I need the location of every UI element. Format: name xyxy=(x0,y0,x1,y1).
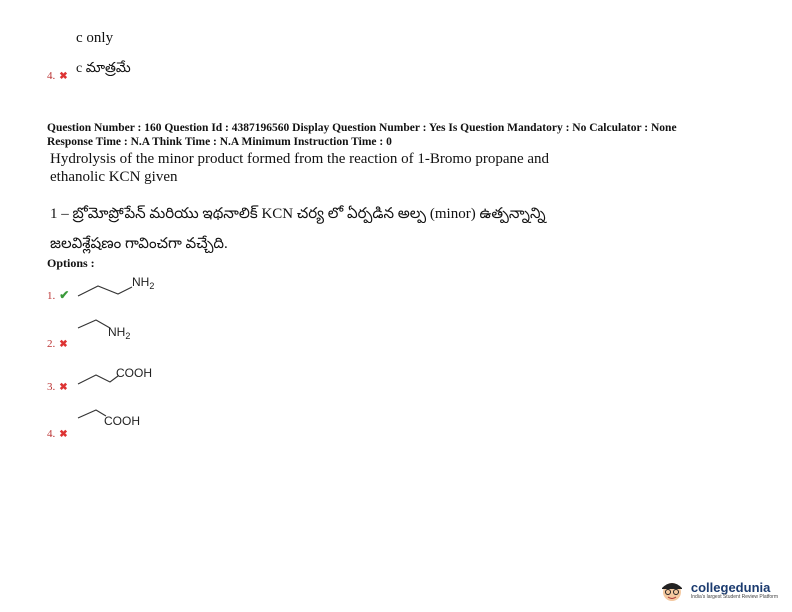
option-2-label[interactable] xyxy=(47,334,68,352)
structure-label: COOH xyxy=(104,414,140,428)
question-meta-line-1: Question Number : 160 Question Id : 4387196560 Display Question Number : Yes Is Question Mandatory : No Calculator : None xyxy=(47,122,677,134)
question-te-line-2: జలవిశ్లేషణం గావించగా వచ్చేది. xyxy=(50,236,228,252)
cross-icon: ✖ xyxy=(59,339,68,350)
cross-icon: ✖ xyxy=(59,71,68,82)
option-number: 2. xyxy=(47,338,56,350)
structure-label: $NH_2$ xyxy=(108,325,131,341)
structure-label: COOH xyxy=(116,366,152,380)
option-number: 1. xyxy=(47,290,56,302)
option-4-label[interactable] xyxy=(47,424,68,442)
cross-icon: ✖ xyxy=(59,382,68,393)
question-te-line-1: 1 – బ్రోమోప్రోపేన్ మరియు ఇథనాలిక్ KCN చర్య లో ఏర్పడిన అల్ప (minor) ఉత్పన్నాన్ని xyxy=(50,206,546,222)
cross-icon: ✖ xyxy=(59,429,68,440)
check-icon: ✔ xyxy=(59,288,70,302)
previous-option-4-text: c మాత్రమే xyxy=(76,61,131,76)
question-en-line-2: ethanolic KCN given xyxy=(50,169,178,185)
options-heading: Options : xyxy=(47,256,95,270)
option-number: 4. xyxy=(47,70,56,82)
option-3-structure[interactable] xyxy=(76,362,176,396)
logo-tagline: India's largest Student Review Platform xyxy=(690,594,778,600)
option-number: 4. xyxy=(47,428,56,440)
option-1-structure[interactable] xyxy=(76,270,176,304)
option-1-label[interactable] xyxy=(47,286,69,304)
mascot-icon xyxy=(657,580,687,602)
option-4-structure[interactable] xyxy=(76,404,176,438)
option-3-label[interactable] xyxy=(47,377,68,395)
structure-label: $NH_2$ xyxy=(132,275,155,291)
question-text-english xyxy=(50,150,610,186)
question-meta-line-2: Response Time : N.A Think Time : N.A Minimum Instruction Time : 0 xyxy=(47,136,392,148)
option-2-structure[interactable] xyxy=(76,314,176,348)
collegedunia-logo xyxy=(657,580,778,602)
question-en-line-1: Hydrolysis of the minor product formed from the reaction of 1-Bromo propane and xyxy=(50,151,550,167)
question-text-telugu xyxy=(50,199,610,259)
logo-text: collegedunia xyxy=(690,580,771,595)
option-number: 3. xyxy=(47,381,56,393)
previous-option-text: c only xyxy=(76,30,114,46)
question-meta xyxy=(47,121,677,149)
previous-option-4 xyxy=(47,66,68,84)
